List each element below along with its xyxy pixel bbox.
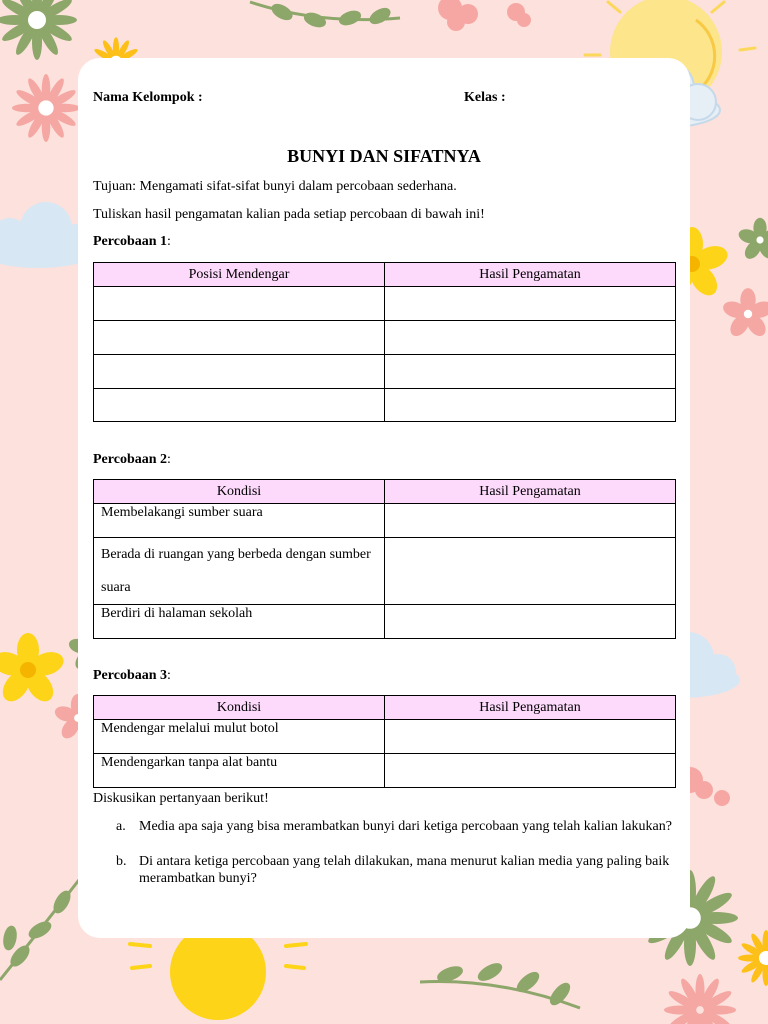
column-header: Posisi Mendengar — [94, 263, 385, 287]
column-header: Hasil Pengamatan — [385, 263, 676, 287]
leaf-sprig-icon — [250, 2, 400, 28]
column-header: Hasil Pengamatan — [385, 480, 676, 504]
discussion-question — [116, 853, 676, 887]
goal-text: Tujuan: Mengamati sifat-sifat bunyi dalam percobaan sederhana. — [93, 179, 457, 194]
group-name-label: Nama Kelompok : — [93, 90, 203, 105]
experiment-2-label: Percobaan 2: — [93, 452, 171, 467]
discussion-question — [116, 818, 676, 835]
yellow-daisy-icon — [738, 930, 768, 986]
class-label: Kelas : — [464, 90, 506, 105]
answer-cell[interactable] — [385, 389, 676, 422]
experiment-3-label: Percobaan 3: — [93, 668, 171, 683]
experiment-1-table — [93, 262, 676, 422]
answer-cell[interactable] — [385, 321, 676, 355]
question-text: Di antara ketiga percobaan yang telah dilakukan, mana menurut kalian media yang paling baik merambatkan bunyi? — [139, 854, 670, 886]
answer-cell[interactable] — [94, 321, 385, 355]
answer-cell[interactable] — [385, 754, 676, 788]
experiment-2-table — [93, 479, 676, 639]
answer-cell[interactable] — [385, 605, 676, 639]
pink-blossom-icon — [438, 0, 531, 31]
answer-cell[interactable] — [385, 720, 676, 754]
answer-cell[interactable] — [94, 287, 385, 321]
experiment-1-label: Percobaan 1: — [93, 234, 171, 249]
question-marker: b. — [116, 854, 127, 869]
column-header: Hasil Pengamatan — [385, 696, 676, 720]
column-header: Kondisi — [94, 480, 385, 504]
page-title: BUNYI DAN SIFATNYA — [287, 146, 481, 166]
answer-cell[interactable] — [94, 355, 385, 389]
answer-cell[interactable] — [94, 389, 385, 422]
condition-cell: Berada di ruangan yang berbeda dengan sumber suara — [94, 538, 385, 605]
pink-flower-icon — [721, 288, 768, 339]
instruction-text: Tuliskan hasil pengamatan kalian pada setiap percobaan di bawah ini! — [93, 207, 485, 222]
condition-cell: Mendengar melalui mulut botol — [94, 720, 385, 754]
answer-cell[interactable] — [385, 355, 676, 389]
answer-cell[interactable] — [385, 538, 676, 605]
yellow-flower-icon — [0, 633, 67, 706]
green-flower-icon — [737, 218, 768, 262]
experiment-3-table — [93, 695, 676, 788]
pink-daisy-icon — [12, 74, 80, 142]
leaf-sprig-icon — [420, 962, 580, 1008]
discussion-intro: Diskusikan pertanyaan berikut! — [93, 791, 269, 806]
condition-cell: Mendengarkan tanpa alat bantu — [94, 754, 385, 788]
condition-cell: Berdiri di halaman sekolah — [94, 605, 385, 639]
column-header: Kondisi — [94, 696, 385, 720]
leaf-sprig-icon — [0, 876, 82, 980]
pink-daisy-icon — [664, 974, 736, 1024]
answer-cell[interactable] — [385, 504, 676, 538]
question-marker: a. — [116, 819, 126, 834]
condition-cell: Membelakangi sumber suara — [94, 504, 385, 538]
answer-cell[interactable] — [385, 287, 676, 321]
green-daisy-icon — [0, 0, 77, 60]
question-text: Media apa saja yang bisa merambatkan bunyi dari ketiga percobaan yang telah kalian lakukan? — [139, 819, 672, 834]
